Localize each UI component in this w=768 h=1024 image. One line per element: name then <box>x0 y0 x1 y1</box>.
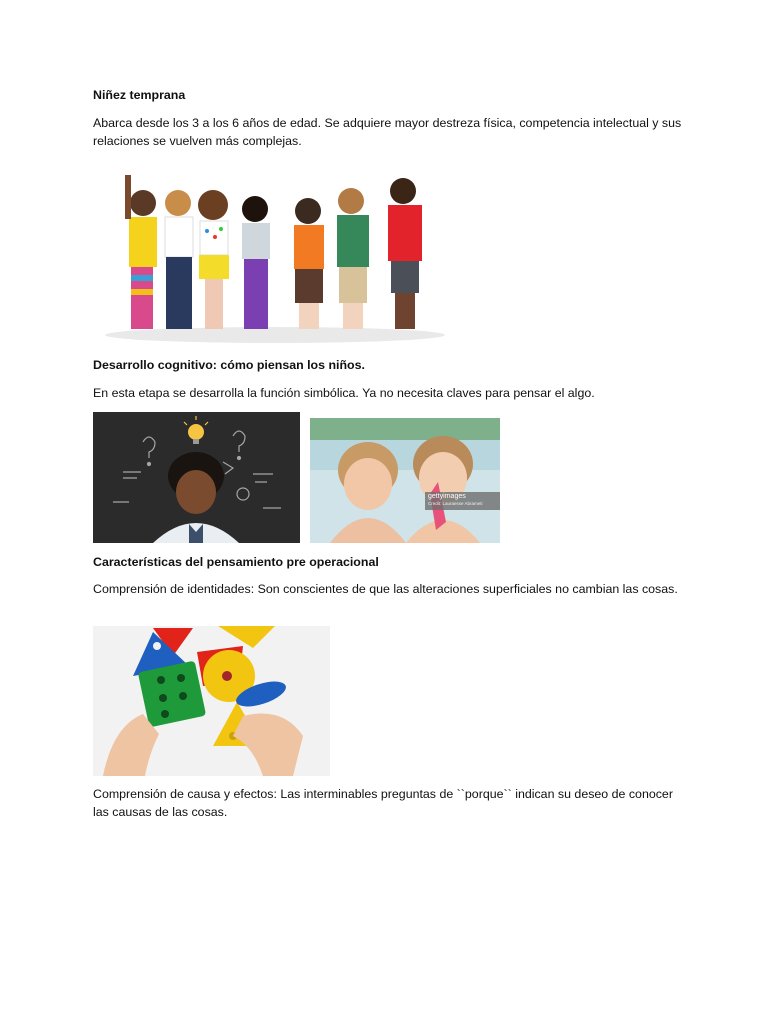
photo-credit: Credit: Lauraesse Abrameti <box>428 501 483 506</box>
heading-desarrollo-cognitivo: Desarrollo cognitivo: cómo piensan los niños. <box>93 358 365 372</box>
heading-ninez-temprana: Niñez temprana <box>93 88 186 102</box>
getty-watermark: gettyimages <box>428 493 466 500</box>
paragraph-funcion-simbolica: En esta etapa se desarrolla la función simbólica. Ya no necesita claves para pensar el algo. <box>93 386 595 400</box>
children-group-photo <box>103 165 448 348</box>
paragraph-abarca: Abarca desde los 3 a los 6 años de edad. Se adquiere mayor destreza física, competencia intelectual y sus relaciones se vuelven más complejas. <box>93 116 682 148</box>
boy-chalkboard-photo <box>93 412 300 543</box>
toddlers-photo <box>310 418 500 543</box>
paragraph-identidades: Comprensión de identidades: Son conscientes de que las alteraciones superficiales no cambian las cosas. <box>93 582 678 596</box>
shape-toys-photo <box>93 626 330 776</box>
heading-caracteristicas: Características del pensamiento pre operacional <box>93 555 379 569</box>
paragraph-causa-efectos: Comprensión de causa y efectos: Las interminables preguntas de ``porque`` indican su deseo de conocer las causas de las cosas. <box>93 787 673 819</box>
